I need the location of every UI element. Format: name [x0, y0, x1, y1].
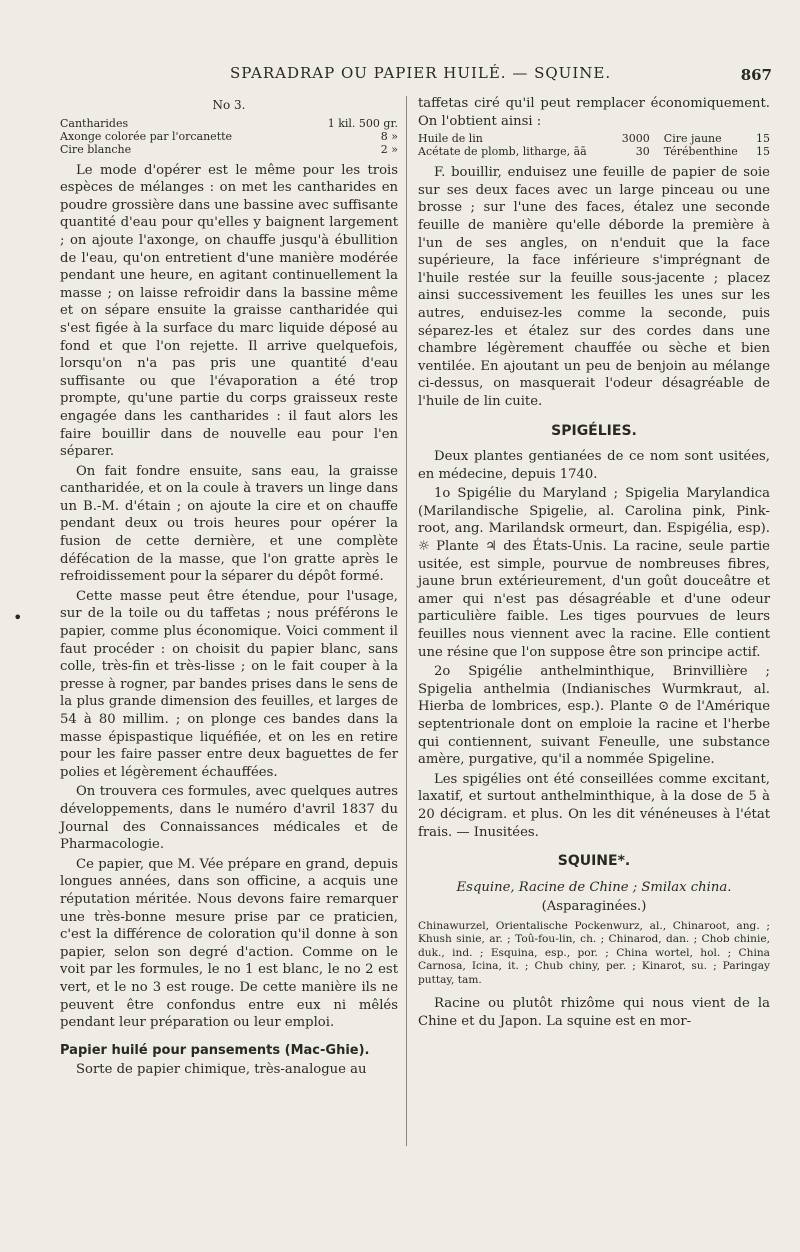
ingredient-amount: 15	[756, 145, 770, 159]
paragraph: Racine ou plutôt rhizôme qui nous vient de la Chine et du Japon. La squine est en mor-	[418, 995, 770, 1029]
paragraph: taffetas ciré qu'il peut remplacer économiquement. On l'obtient ainsi :	[418, 96, 770, 129]
synonyms-line: Esquine, Racine de Chine ; Smilax china.	[456, 879, 732, 895]
column-rule	[406, 96, 407, 1146]
page-header	[60, 64, 772, 90]
ingredient-amount: 3000	[621, 132, 650, 146]
ingredient-name: Cire blanche	[60, 142, 132, 156]
paragraph: F. bouillir, enduisez une feuille de papier de soie sur ses deux faces avec un large pinceau ou une brosse ; sur l'une des faces, étalez une seconde feuille de manière qu'elle déborde la première à l'un de ses angles, on n'enduit que la face supérieure, la face inférieure s'imprégnant de l'huile restée sur la feuille sous-jacente ; placez ainsi successivement les feuilles les unes sur les autres, enduisez-les comme la seconde, puis séparez-les et étalez sur des cordes dans une chambre légèrement chauffée ou sèche et bien ventilée. En ajoutant un peu de benjoin au mélange ci-dessus, on masquerait l'odeur désagréable de l'huile de lin cuite.	[418, 165, 770, 409]
ingredient-name: Cantharides	[60, 116, 129, 130]
ingredient-amount: 15	[756, 132, 770, 146]
paragraph: Ce papier, que M. Vée prépare en grand, depuis longues années, dans son officine, a acquis une réputation méritée. Nous devons faire remarquer une très-bonne mesure prise par ce praticien, c'est la différence de coloration qu'il donne à son papier, selon son degré d'action. Comme on le voit par les formules, le no 1 est blanc, le no 2 est vert, et le no 3 est rouge. De cette manière ils ne peuvent être confondus entre eux ni mêlés pendant leur préparation ou leur emploi.	[60, 856, 398, 1031]
ingredient-amount: 1 kil. 500 gr.	[327, 116, 398, 130]
ingredient-name: Huile de lin	[418, 132, 483, 146]
section-subheading: Papier huilé pour pansements (Mac-Ghie).	[60, 1042, 370, 1058]
synonyms-block: Chinawurzel, Orientalische Pockenwurz, al., Chinaroot, ang. ; Khush sinie, ar. ; Toû-fou-lin, ch. ; Chinarod, dan. ; Chob chinie, duk., ind. ; Esquina, esp., por. ; China wortel, hol. ; China Carnosa, Icina, it. ; Chub chiny, per. ; Kinarot, su. ; Paringay puttay, tam.	[418, 919, 770, 986]
plant-family: (Asparaginées.)	[541, 899, 647, 915]
paragraph: On fait fondre ensuite, sans eau, la graisse cantharidée, et on la coule à travers un linge dans un B.-M. d'étain ; on ajoute la cire et on chauffe pendant deux ou trois heures pour opérer la fusion de cette dernière, et une complète défécation de la masse, que l'on gratte après le refroidissement pour la séparer du dépôt formé.	[60, 463, 398, 585]
paragraph: On trouvera ces formules, avec quelques autres développements, dans le numéro d'avril 1837 du Journal des Connaissances médicales et de Pharmacologie.	[60, 784, 398, 853]
paragraph: Cette masse peut être étendue, pour l'usage, sur de la toile ou du taffetas ; nous préférons le papier, comme plus économique. Voici comment il faut procéder : on choisit du papier blanc, sans colle, très-fin et très-lisse ; on le fait couper à la presse à rogner, par bandes prises dans le sens de la plus grande dimension des feuilles, et larges de 54 à 80 millim. ; on plonge ces bandes dans la masse épispastique liquéfiée, et on les en retire pour les faire passer entre deux baguettes de fer polies et légèrement échauffées.	[60, 588, 398, 780]
formula-table	[418, 132, 770, 158]
ingredient-name: Axonge colorée par l'orcanette	[60, 129, 233, 143]
ingredient-amount: 30	[635, 145, 650, 159]
margin-mark: •	[13, 608, 23, 627]
ingredient-amount: 2 »	[380, 142, 398, 156]
left-column	[60, 95, 398, 1081]
ingredient-amount: 8 »	[380, 129, 398, 143]
right-column	[418, 95, 770, 1032]
formula-title: No 3.	[212, 98, 246, 112]
formula-row	[60, 117, 398, 130]
paragraph: Le mode d'opérer est le même pour les trois espèces de mélanges : on met les cantharides en poudre grossière dans une bassine avec suffisante quantité d'eau pour qu'elles y baignent largement ; on ajoute l'axonge, on chauffe jusqu'à ébullition de l'eau, qu'on entretient d'une manière modérée pendant une heure, en agitant continuellement la masse ; on laisse refroidir dans la bassine même et on sépare ensuite la graisse cantharidée qui s'est figée à la surface du marc liquide déposé au fond et que l'on rejette. Il arrive quelquefois, lorsqu'on n'a pas pris une quantité d'eau suffisante ou que l'évaporation a été trop prompte, qu'une partie du corps graisseux reste engagée dans les cantharides : il faut alors les faire bouillir dans de nouvelle eau pour l'en séparer.	[60, 162, 398, 460]
formula-table	[60, 117, 398, 156]
running-title: SPARADRAP OU PAPIER HUILÉ. — SQUINE.	[230, 64, 612, 82]
formula-row	[60, 143, 398, 156]
formula-row	[418, 145, 770, 158]
paragraph: Sorte de papier chimique, très-analogue au	[76, 1062, 367, 1078]
paragraph: Deux plantes gentianées de ce nom sont usitées, en médecine, depuis 1740.	[418, 449, 770, 482]
ingredient-name: Térébenthine	[663, 145, 738, 159]
formula-row	[418, 132, 770, 145]
ingredient-name: Acétate de plomb, litharge, āā	[418, 145, 587, 159]
section-title: SQUINE*.	[557, 853, 631, 870]
paragraph: 2o Spigélie anthelminthique, Brinvillière ; Spigelia anthelmia (Indianisches Wurmkraut, al. Hierba de lombrices, esp.). Plante ⊙ de l'Amérique septentrionale dont on emploie la racine et l'herbe qui contiennent, suivant Feneulle, une substance amère, purgative, qu'il a nommée Spigeline.	[418, 664, 770, 768]
paragraph: 1o Spigélie du Maryland ; Spigelia Marylandica (Marilandische Spigelie, al. Carolina pink, Pink-root, ang. Marilandsk ormeurt, dan. Espigélia, esp). ☼ Plante ♃ des États-Unis. La racine, seule partie usitée, est simple, pourvue de nombreuses fibres, jaune brun extérieurement, d'un goût douceâtre et amer qui n'est pas désagréable et d'une odeur particulière faible. Les tiges pourvues de leurs feuilles nous viennent avec la racine. Elle contient une résine que l'on suppose être son principe actif.	[418, 486, 770, 660]
ingredient-name: Cire jaune	[663, 132, 722, 146]
formula-row	[60, 130, 398, 143]
section-title: SPIGÉLIES.	[551, 422, 637, 439]
page-number: 867	[740, 66, 772, 84]
paragraph: Les spigélies ont été conseillées comme excitant, laxatif, et surtout anthelminthique, à la dose de 5 à 20 décigram. et plus. On les dit vénéneuses à l'état frais. — Inusitées.	[418, 771, 770, 840]
